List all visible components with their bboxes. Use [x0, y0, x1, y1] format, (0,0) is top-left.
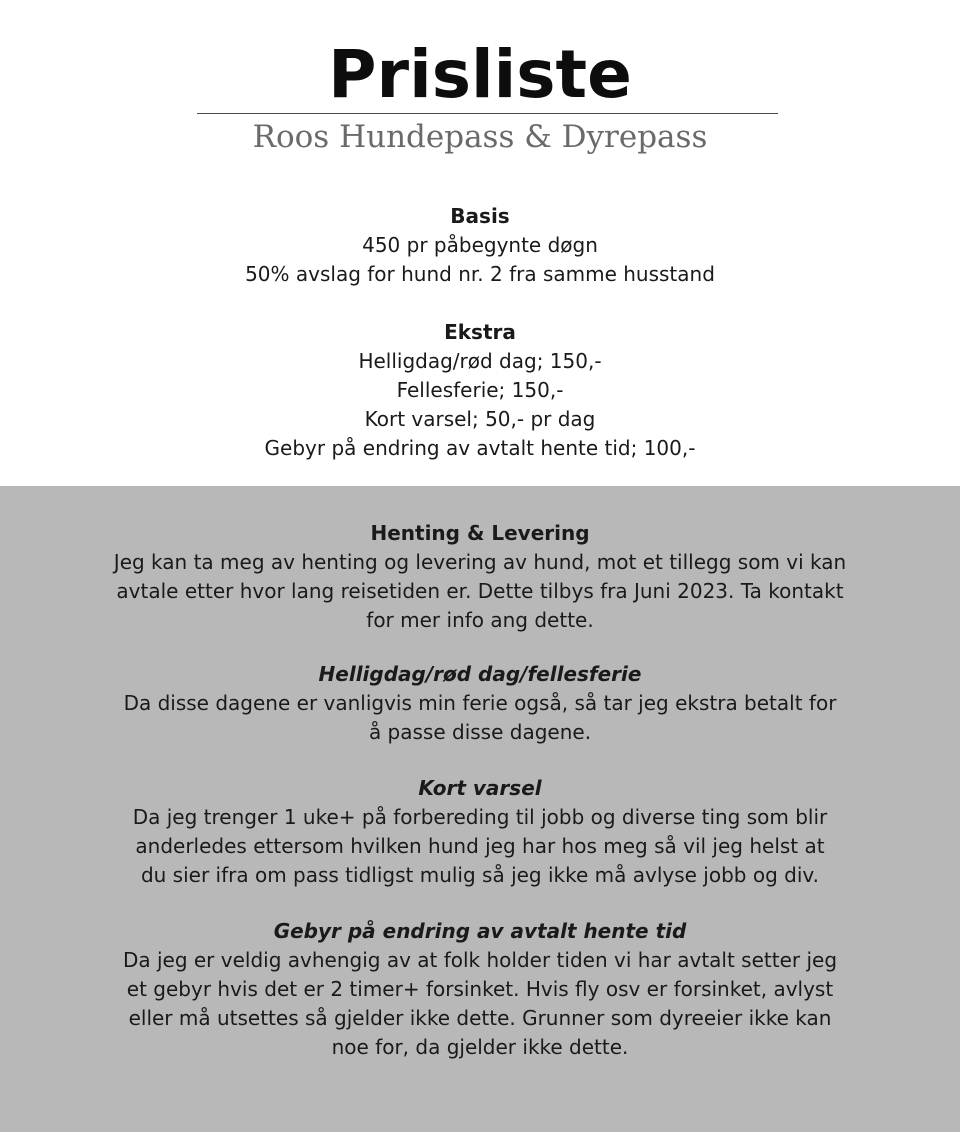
info-line: for mer info ang dette. [366, 608, 594, 632]
ekstra-section [0, 318, 960, 463]
page-title: Prisliste [328, 36, 632, 113]
basis-heading: Basis [450, 204, 510, 228]
basis-line: 450 pr påbegynte døgn [362, 233, 598, 257]
info-line: Da jeg er veldig avhengig av at folk holder tiden vi har avtalt setter jeg [122, 948, 838, 972]
info-line: Jeg kan ta meg av henting og levering av hund, mot et tillegg som vi kan [113, 550, 847, 574]
info-line: anderledes ettersom hvilken hund jeg har hos meg så vil jeg helst at [135, 834, 825, 858]
info-heading: Gebyr på endring av avtalt hente tid [273, 919, 687, 943]
ekstra-line: Fellesferie; 150,- [396, 378, 564, 402]
info-line: du sier ifra om pass tidligst mulig så jeg ikke må avlyse jobb og div. [140, 863, 820, 887]
ekstra-line: Kort varsel; 50,- pr dag [364, 407, 596, 431]
info-line: Da jeg trenger 1 uke+ på forbereding til jobb og diverse ting som blir [132, 805, 828, 829]
ekstra-line: Gebyr på endring av avtalt hente tid; 100,- [264, 436, 696, 460]
info-heading: Henting & Levering [370, 521, 590, 545]
basis-section [0, 202, 960, 289]
info-helligdag [0, 660, 960, 747]
info-line: å passe disse dagene. [368, 720, 592, 744]
info-heading: Kort varsel [418, 776, 542, 800]
business-name: Roos Hundepass & Dyrepass [252, 119, 708, 155]
info-gebyr [0, 917, 960, 1062]
basis-line: 50% avslag for hund nr. 2 fra samme husstand [245, 262, 715, 286]
ekstra-heading: Ekstra [444, 320, 516, 344]
info-line: eller må utsettes så gjelder ikke dette. Grunner som dyreeier ikke kan [128, 1006, 832, 1030]
top-section [0, 0, 960, 486]
info-kort-varsel [0, 774, 960, 890]
info-heading: Helligdag/rød dag/fellesferie [318, 662, 642, 686]
info-line: avtale etter hvor lang reisetiden er. Dette tilbys fra Juni 2023. Ta kontakt [116, 579, 844, 603]
info-section [0, 486, 960, 1132]
info-line: et gebyr hvis det er 2 timer+ forsinket. Hvis fly osv er forsinket, avlyst [126, 977, 834, 1001]
ekstra-line: Helligdag/rød dag; 150,- [358, 349, 602, 373]
info-line: Da disse dagene er vanligvis min ferie også, så tar jeg ekstra betalt for [123, 691, 837, 715]
info-henting [0, 519, 960, 635]
info-line: noe for, da gjelder ikke dette. [331, 1035, 629, 1059]
